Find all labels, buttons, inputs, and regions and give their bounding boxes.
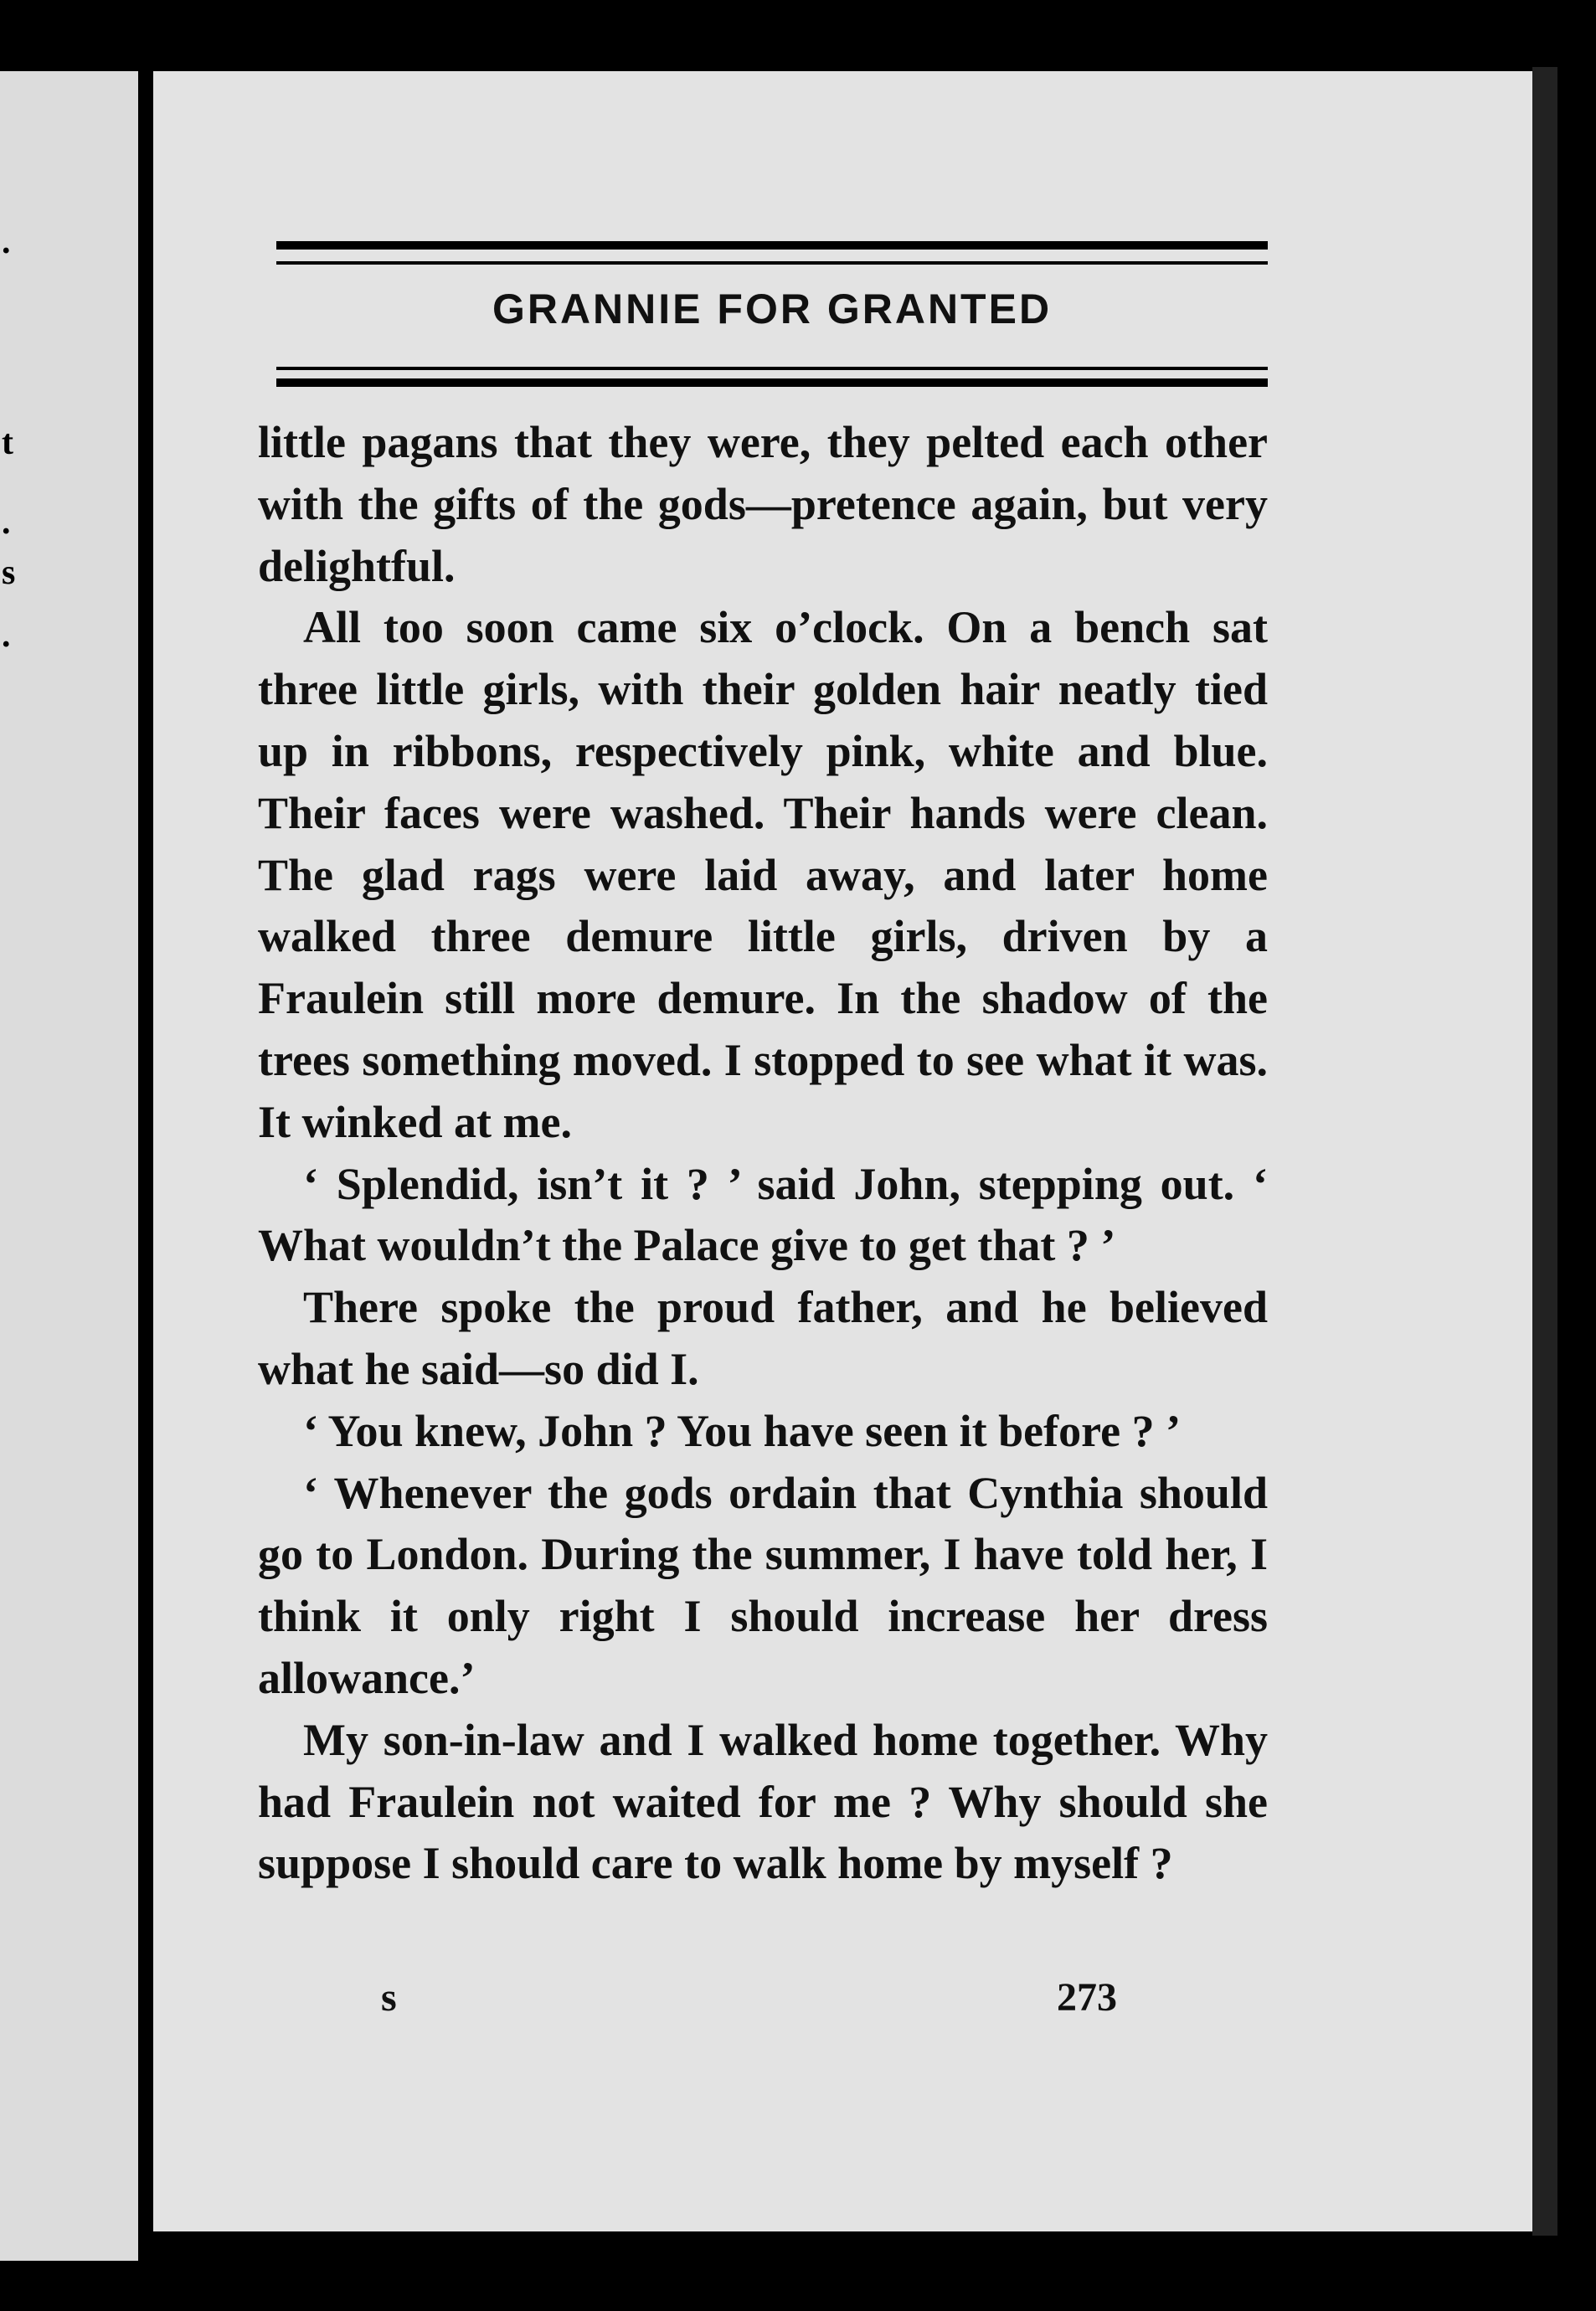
page-edge-shadow — [1532, 67, 1557, 2236]
paragraph: My son-in-law and I walked home together. Why had Fraulein not waited for me ? Why should she suppose I should care to walk home by myself ? — [258, 1714, 1268, 1889]
book-spine-shadow — [138, 80, 153, 2223]
left-page-edge — [0, 71, 138, 2261]
left-margin-fragment: t — [2, 424, 13, 462]
paragraph: ‘ You knew, John ? You have seen it before ? ’ — [303, 1405, 1182, 1456]
header-rule-bottom-thick — [276, 378, 1268, 387]
paragraph: All too soon came six o’clock. On a bench sat three little girls, with their golden hair neatly tied up in ribbons, respectively pink, white and blue. Their faces were washed. Their hands were clean. The glad rags were laid away, and later home walked three demure little girls, driven by a Fraulein still more demure. In the shadow of the trees something moved. I stopped to see what it was. It winked at me. — [258, 602, 1268, 1147]
left-margin-fragment: . — [2, 616, 11, 655]
signature-mark: s — [381, 1975, 397, 2020]
paragraph: ‘ Whenever the gods ordain that Cynthia should go to London. During the summer, I have told her, I think it only right I should increase her dress allowance.’ — [258, 1467, 1268, 1703]
paragraph: There spoke the proud father, and he believed what he said—so did I. — [258, 1282, 1268, 1394]
paragraph: little pagans that they were, they pelted each other with the gifts of the gods—pretence again, but very delightful. — [258, 417, 1268, 591]
header-rule-top-thin — [276, 261, 1268, 265]
left-margin-fragment: . — [2, 223, 11, 261]
page-number: 273 — [1057, 1975, 1117, 2020]
left-margin-fragment: . — [2, 503, 11, 542]
body-text — [258, 412, 1268, 1895]
header-rule-bottom-thin — [276, 367, 1268, 370]
paragraph: ‘ Splendid, isn’t it ? ’ said John, stepping out. ‘ What wouldn’t the Palace give to get that ? ’ — [258, 1158, 1268, 1271]
header-rule-top-thick — [276, 241, 1268, 250]
left-margin-fragment: s — [2, 553, 16, 592]
running-header-title: GRANNIE FOR GRANTED — [492, 286, 1053, 332]
